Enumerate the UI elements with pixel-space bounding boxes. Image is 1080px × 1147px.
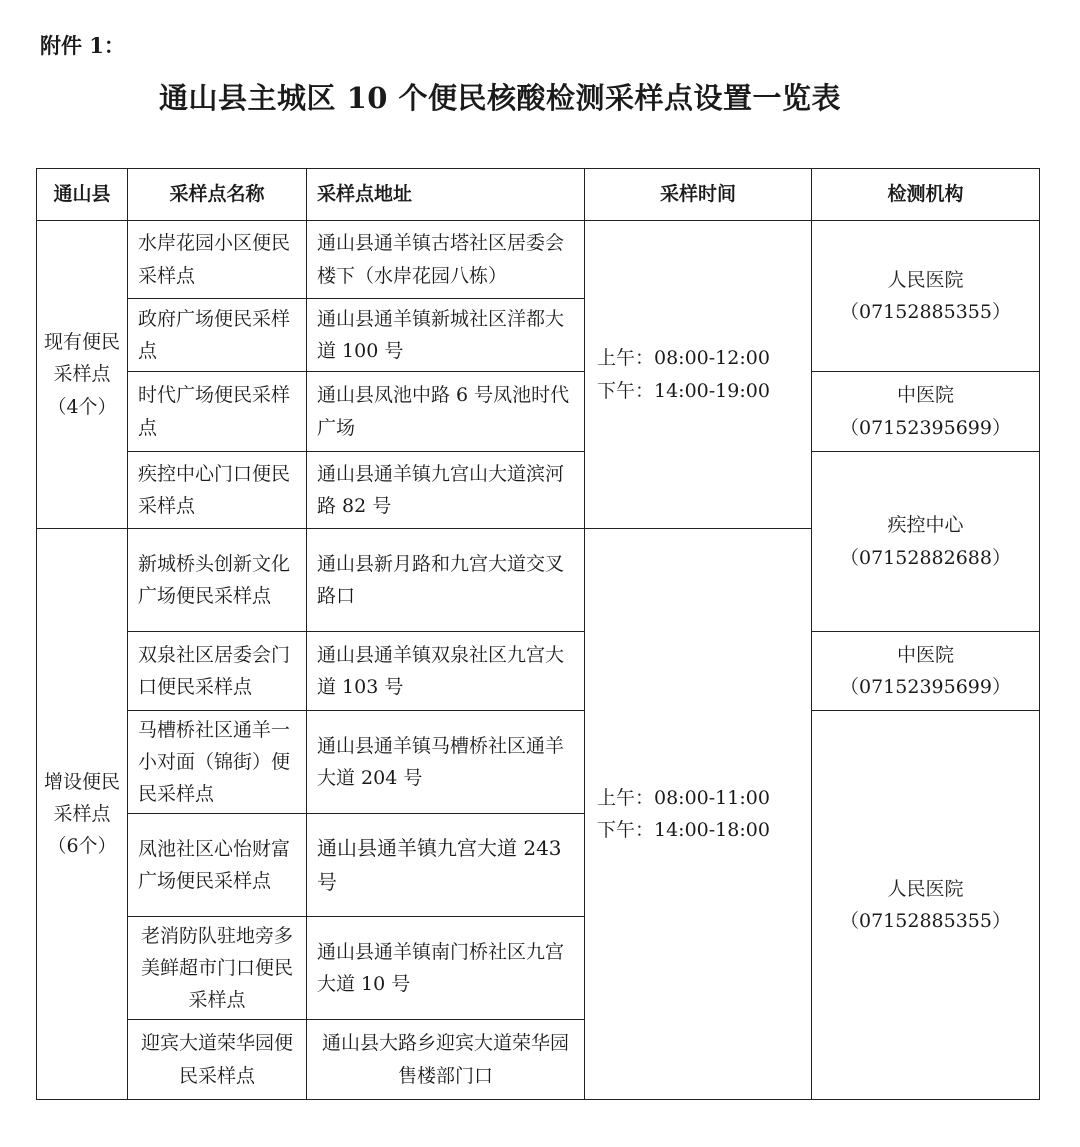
time-pm: 下午：14:00-18:00	[597, 819, 770, 841]
sampling-time-added	[585, 529, 812, 1100]
testing-org	[812, 372, 1040, 452]
table-row	[37, 221, 1040, 299]
org-phone: （07152882688）	[840, 546, 1011, 569]
header-site-name: 采样点名称	[128, 169, 307, 221]
org-name: 中医院	[896, 384, 954, 407]
site-address: 通山县通羊镇南门桥社区九宫大道 10 号	[307, 917, 585, 1020]
site-name: 时代广场便民采样点	[128, 372, 307, 452]
table-row	[37, 711, 1040, 814]
site-address: 通山县通羊镇九宫大道 243 号	[307, 814, 585, 917]
org-name: 人民医院	[887, 877, 964, 900]
page-title: 通山县主城区 10 个便民核酸检测采样点设置一览表	[158, 81, 842, 115]
site-name: 双泉社区居委会门口便民采样点	[128, 632, 307, 711]
site-name: 疾控中心门口便民采样点	[128, 452, 307, 529]
site-name: 马槽桥社区通羊一小对面（锦街）便民采样点	[128, 711, 307, 814]
site-address: 通山县大路乡迎宾大道荣华园售楼部门口	[307, 1020, 585, 1100]
site-name: 水岸花园小区便民采样点	[128, 221, 307, 299]
site-name: 迎宾大道荣华园便民采样点	[128, 1020, 307, 1100]
site-name: 政府广场便民采样点	[128, 299, 307, 372]
site-name: 新城桥头创新文化广场便民采样点	[128, 529, 307, 632]
org-phone: （07152395699）	[840, 676, 1011, 698]
org-phone: （07152395699）	[840, 416, 1011, 439]
site-address: 通山县通羊镇新城社区洋都大道 100 号	[307, 299, 585, 372]
time-am: 上午：08:00-11:00	[597, 786, 770, 809]
group-label-existing: 现有便民采样点（4个）	[37, 221, 128, 529]
site-address: 通山县通羊镇马槽桥社区通羊大道 204 号	[307, 711, 585, 814]
site-address: 通山县凤池中路 6 号凤池时代广场	[307, 372, 585, 452]
attachment-label: 附件 1：	[40, 33, 125, 58]
table-header-row	[37, 169, 1040, 221]
site-name: 老消防队驻地旁多美鲜超市门口便民采样点	[128, 917, 307, 1020]
org-name: 人民医院	[887, 268, 964, 291]
org-phone: （07152885355）	[840, 301, 1011, 323]
org-name: 疾控中心	[887, 514, 964, 537]
table-row	[37, 372, 1040, 452]
site-address: 通山县新月路和九宫大道交叉路口	[307, 529, 585, 632]
testing-org	[812, 632, 1040, 711]
header-county: 通山县	[37, 169, 128, 221]
time-am: 上午：08:00-12:00	[597, 347, 770, 370]
header-sampling-time: 采样时间	[585, 169, 812, 221]
time-pm: 下午：14:00-19:00	[597, 379, 770, 402]
site-address: 通山县通羊镇古塔社区居委会楼下（水岸花园八栋）	[307, 221, 585, 299]
testing-org	[812, 221, 1040, 372]
table-row	[37, 632, 1040, 711]
org-name: 中医院	[896, 643, 954, 666]
testing-org	[812, 711, 1040, 1100]
site-address: 通山县通羊镇双泉社区九宫大道 103 号	[307, 632, 585, 711]
org-phone: （07152885355）	[840, 910, 1011, 932]
sampling-time-existing	[585, 221, 812, 529]
testing-org	[812, 452, 1040, 632]
sampling-sites-table	[36, 168, 1040, 1100]
table-row	[37, 452, 1040, 529]
site-name: 凤池社区心怡财富广场便民采样点	[128, 814, 307, 917]
site-address: 通山县通羊镇九宫山大道滨河路 82 号	[307, 452, 585, 529]
header-testing-org: 检测机构	[812, 169, 1040, 221]
group-label-added: 增设便民采样点（6个）	[37, 529, 128, 1100]
header-site-address: 采样点地址	[307, 169, 585, 221]
